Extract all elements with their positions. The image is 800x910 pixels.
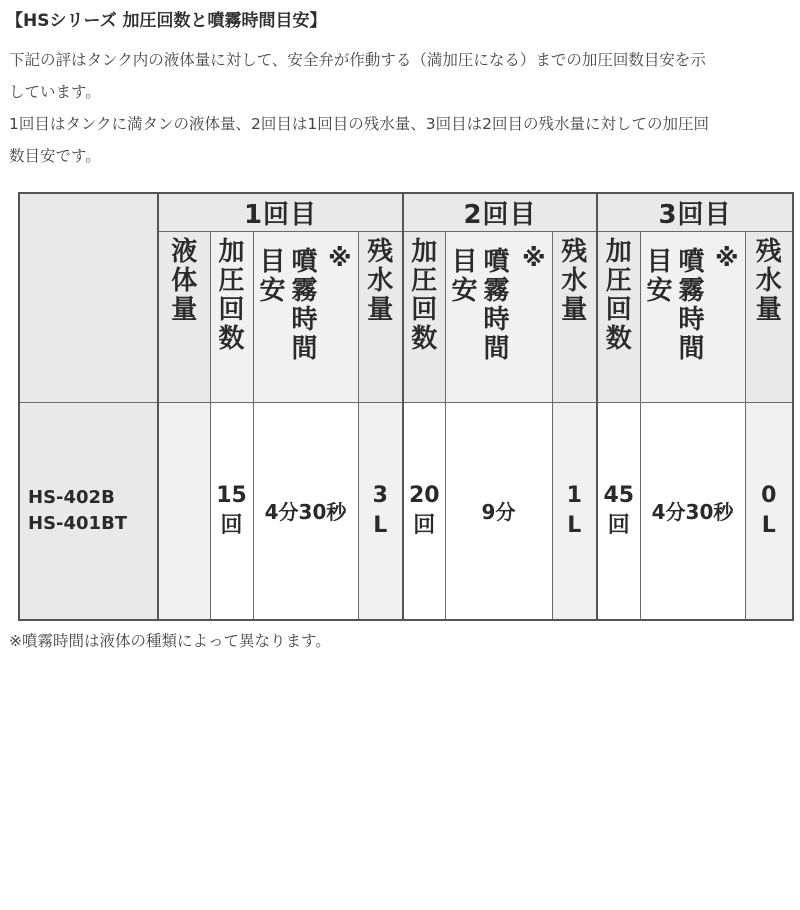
table-row [19, 403, 793, 620]
spec-table [18, 192, 794, 621]
pressure-count-cell: 20 回 [403, 403, 445, 620]
header-liquid-volume: 液 体 量 [158, 232, 210, 403]
pressure-count-cell: 15 回 [210, 403, 253, 620]
page-title: 【HSシリーズ 加圧回数と噴霧時間目安】 [6, 11, 327, 31]
description-line: 下記の評はタンク内の液体量に対して、安全弁が作動する（満加圧になる）までの加圧回数目安を示 [9, 51, 706, 69]
header-spray-time: 目 安 噴 霧 時 間 ※ [445, 232, 552, 403]
description-line: しています。 [9, 83, 101, 101]
table-corner-cell [19, 193, 158, 403]
header-remaining-water: 残 水 量 [745, 232, 793, 403]
footnote: ※噴霧時間は液体の種類によって異なります。 [9, 632, 331, 650]
group-header-round-1: 1回目 [158, 193, 403, 232]
description [9, 44, 794, 172]
header-spray-time: 目 安 噴 霧 時 間 ※ [640, 232, 745, 403]
pressure-count-cell: 45 回 [597, 403, 640, 620]
spray-time-cell: 4分30秒 [640, 403, 745, 620]
header-pressure-count: 加 圧 回 数 [210, 232, 253, 403]
model-cell: HS-402B HS-401BT [19, 403, 158, 620]
header-spray-time: 目 安 噴 霧 時 間 ※ [253, 232, 358, 403]
description-line: 1回目はタンクに満タンの液体量、2回目は1回目の残水量、3回目は2回目の残水量に対しての加圧回 [9, 115, 710, 133]
spray-time-cell: 9分 [445, 403, 552, 620]
header-remaining-water: 残 水 量 [358, 232, 403, 403]
remaining-water-cell: 3 L [358, 403, 403, 620]
liquid-volume-cell [158, 403, 210, 620]
note-mark: ※ [715, 244, 739, 272]
description-line: 数目安です。 [9, 147, 101, 165]
group-header-round-2: 2回目 [403, 193, 597, 232]
header-remaining-water: 残 水 量 [552, 232, 597, 403]
remaining-water-cell: 0 L [745, 403, 793, 620]
group-header-round-3: 3回目 [597, 193, 793, 232]
header-pressure-count: 加 圧 回 数 [403, 232, 445, 403]
note-mark: ※ [522, 244, 546, 272]
spray-time-cell: 4分30秒 [253, 403, 358, 620]
note-mark: ※ [328, 244, 352, 272]
remaining-water-cell: 1 L [552, 403, 597, 620]
header-pressure-count: 加 圧 回 数 [597, 232, 640, 403]
